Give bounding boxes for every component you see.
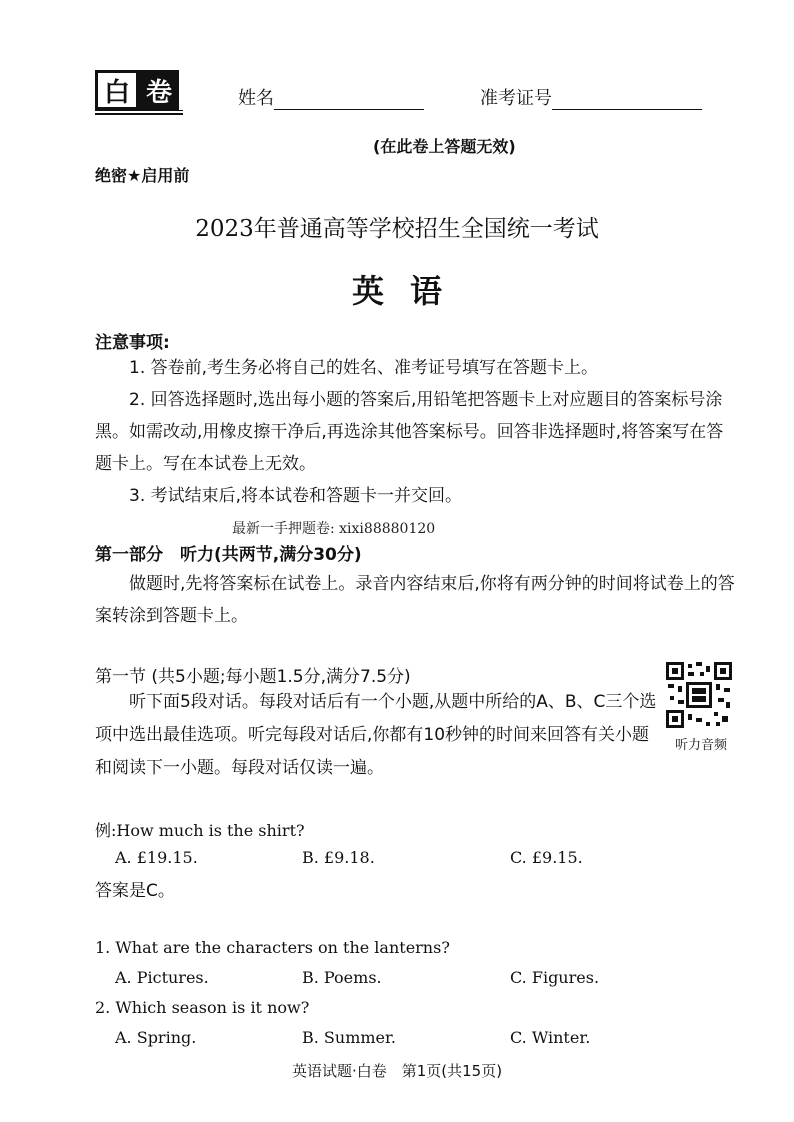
id-field	[480, 84, 702, 110]
qr-code-icon[interactable]	[666, 662, 732, 728]
question-2-option-b: B. Summer.	[302, 1028, 396, 1047]
notice-item-3: 3. 考试结束后,将本试卷和答题卡一并交回。	[129, 486, 463, 506]
logo-left-char: 白	[95, 70, 139, 110]
page-footer: 英语试题·白卷 第1页(共15页)	[291, 1062, 503, 1080]
qr-label: 听力音频	[674, 738, 727, 753]
question-1-option-c: C. Figures.	[510, 968, 600, 987]
notice-item-1: 1. 答卷前,考生务必将自己的姓名、准考证号填写在答题卡上。	[129, 358, 599, 378]
id-blank[interactable]	[552, 89, 702, 110]
subject-title: 英语	[351, 272, 468, 310]
notices-heading: 注意事项:	[95, 333, 170, 353]
example-question: 例:How much is the shirt?	[95, 821, 305, 840]
question-1-option-a: A. Pictures.	[115, 968, 209, 987]
example-option-c: C. £9.15.	[510, 848, 583, 867]
question-1: 1. What are the characters on the lanterns?	[95, 938, 450, 957]
id-label: 准考证号	[480, 88, 552, 109]
example-answer: 答案是C。	[95, 881, 175, 901]
secret-label: 绝密★启用前	[95, 166, 190, 185]
paper-logo	[95, 70, 183, 116]
part1-instruction: 做题时,先将答案标在试卷上。录音内容结束后,你将有两分钟的时间将试卷上的答案转涂到答题卡上。	[95, 574, 735, 626]
invalid-note: (在此卷上答题无效)	[373, 137, 516, 156]
logo-book-base	[95, 110, 183, 115]
example-option-a: A. £19.15.	[115, 848, 198, 867]
section1-instruction: 听下面5段对话。每段对话后有一个小题,从题中所给的A、B、C三个选项中选出最佳选项。听完每段对话后,你都有10秒钟的时间来回答有关小题和阅读下一小题。每段对话仅读一遍。	[95, 692, 657, 778]
question-2: 2. Which season is it now?	[95, 998, 310, 1017]
name-label: 姓名	[238, 88, 274, 109]
name-field	[238, 84, 424, 110]
exam-title: 2023年普通高等学校招生全国统一考试	[195, 216, 599, 242]
question-1-option-b: B. Poems.	[302, 968, 382, 987]
question-2-option-c: C. Winter.	[510, 1028, 591, 1047]
section1-heading: 第一节 (共5小题;每小题1.5分,满分7.5分)	[95, 667, 411, 687]
notice-item-2: 2. 回答选择题时,选出每小题的答案后,用铅笔把答题卡上对应题目的答案标号涂黑。如需改动,用橡皮擦干净后,再选涂其他答案标号。回答非选择题时,将答案写在答题卡上。写在本试卷上无效。	[95, 390, 724, 474]
part1-heading: 第一部分 听力(共两节,满分30分)	[95, 545, 362, 565]
question-2-option-a: A. Spring.	[115, 1028, 197, 1047]
name-blank[interactable]	[274, 89, 424, 110]
logo-right-char: 卷	[139, 70, 179, 110]
watermark-text: 最新一手押题卷: xixi88880120	[232, 521, 436, 537]
example-option-b: B. £9.18.	[302, 848, 375, 867]
